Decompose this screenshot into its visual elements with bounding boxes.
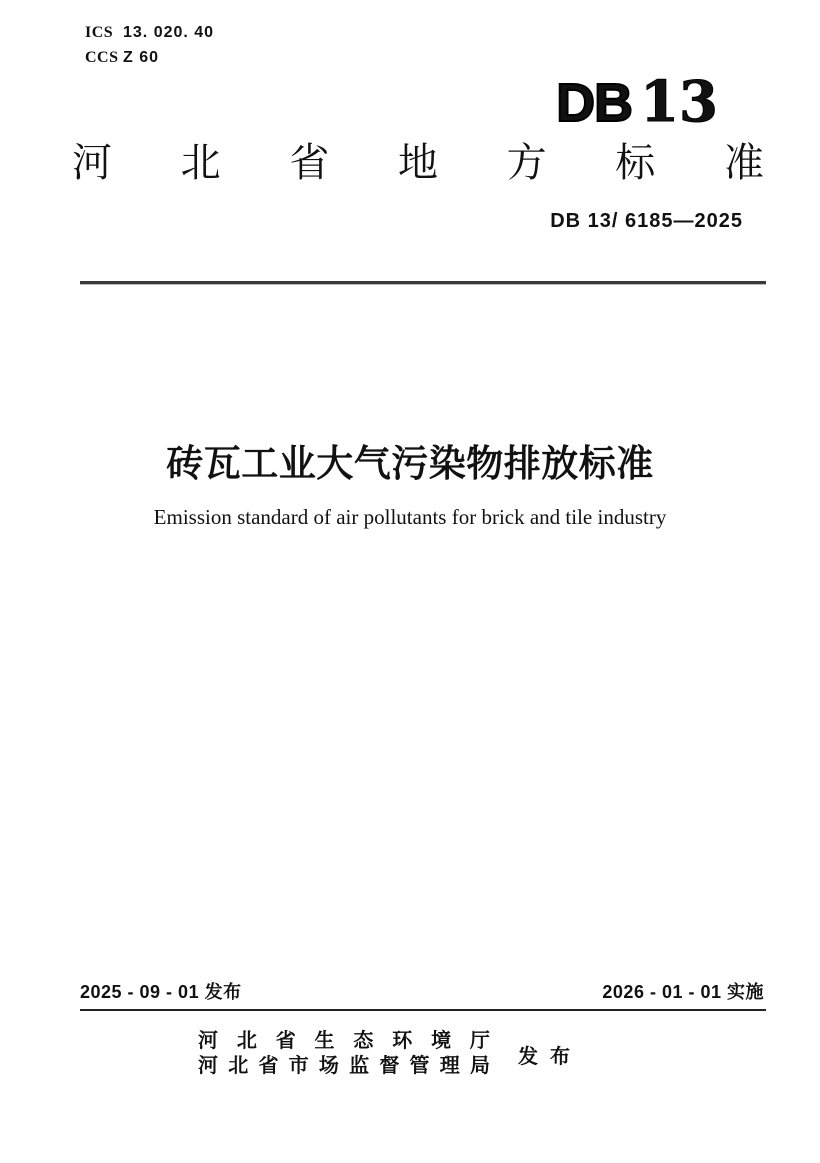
document-title-cn: 砖瓦工业大气污染物排放标准 <box>166 443 654 484</box>
document-title-en: Emission standard of air pollutants for brick and tile industry <box>153 505 667 529</box>
footer-rule <box>80 1009 766 1011</box>
header-rule <box>80 281 766 285</box>
publisher-line-2: 河 北 省 市 场 监 督 管 理 局 <box>198 1055 490 1077</box>
ics-value: 13. 020. 40 <box>123 24 215 41</box>
ccs-value: Z 60 <box>123 49 160 66</box>
ccs-label: CCS <box>85 49 119 66</box>
ics-label: ICS <box>85 24 114 41</box>
publisher-line-1: 河 北 省 生 态 环 境 厅 <box>198 1030 490 1052</box>
publish-label: 发 布 <box>518 1045 570 1068</box>
standard-number: DB 13/ 6185—2025 <box>550 210 743 232</box>
ccs-row <box>85 45 214 70</box>
implementation-date: 2026 - 01 - 01 实施 <box>602 982 764 1002</box>
db13-logo <box>556 69 718 135</box>
db13-logo-prefix: DB <box>556 73 633 133</box>
dates-row <box>80 978 764 1004</box>
ics-row <box>85 20 214 45</box>
issue-date: 2025 - 09 - 01 发布 <box>80 982 242 1002</box>
classification-block <box>85 20 214 70</box>
publisher-block <box>198 1030 570 1078</box>
db13-logo-number: 13 <box>640 69 718 135</box>
standard-type-title: 河 北 省 地 方 标 准 <box>72 141 764 185</box>
publisher-names <box>198 1030 490 1078</box>
